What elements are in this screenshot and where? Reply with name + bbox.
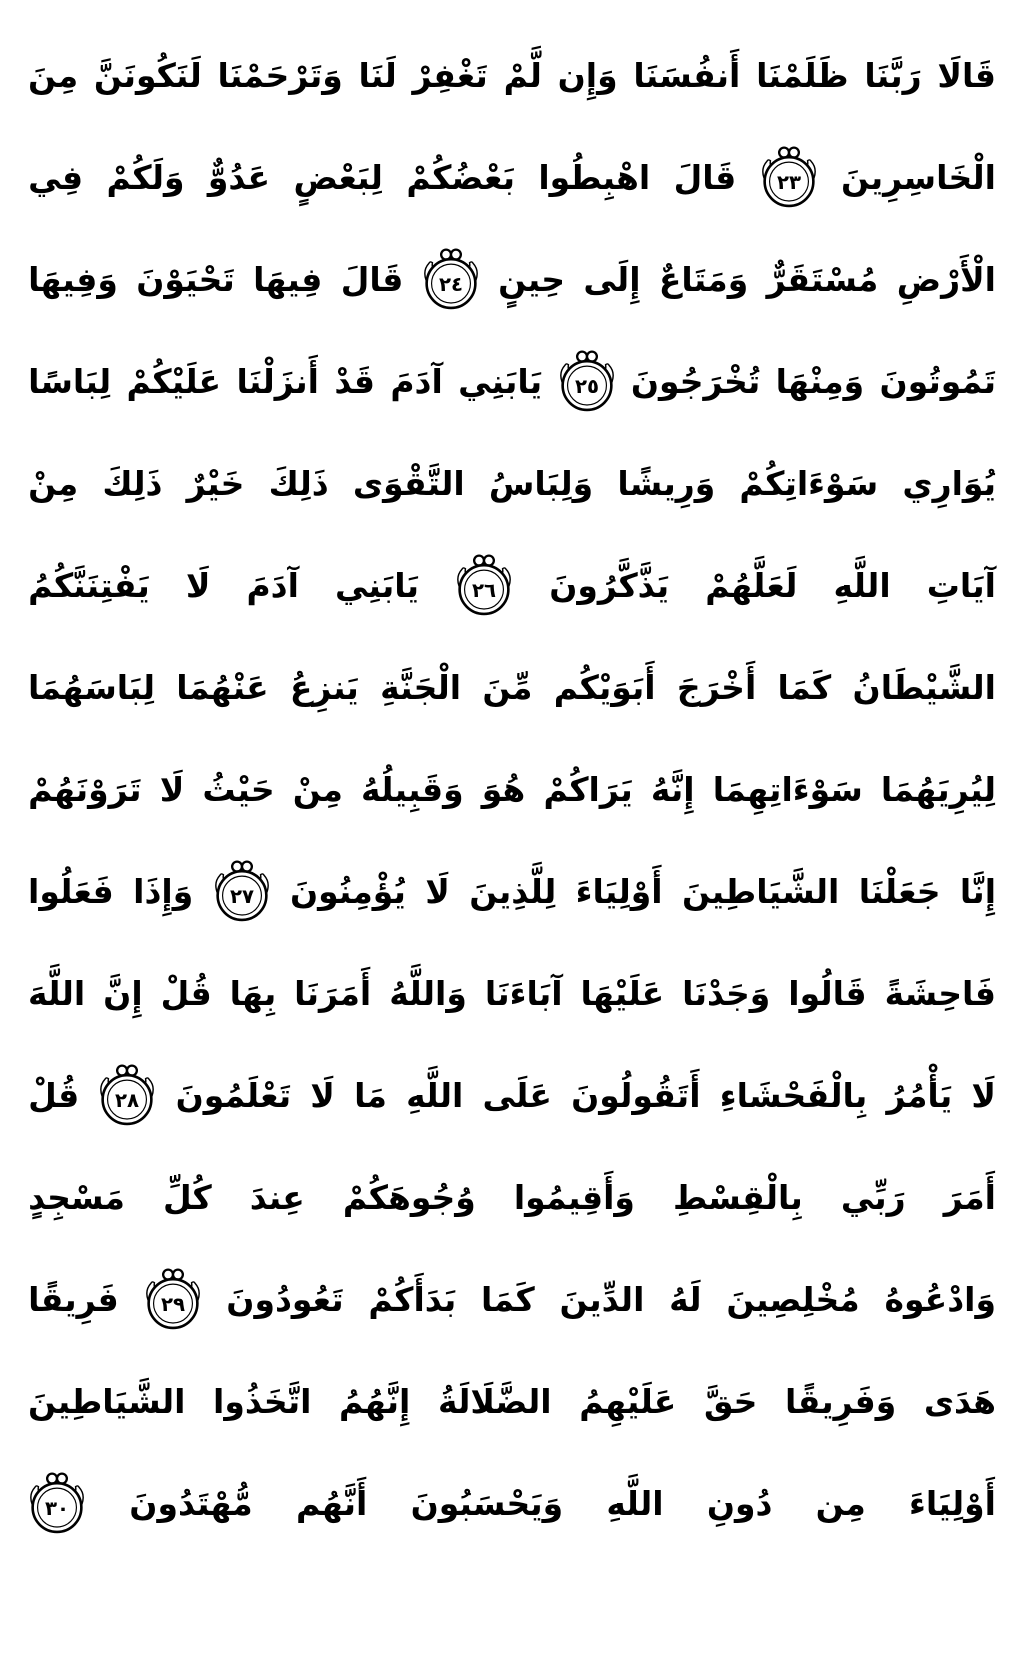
word: يَأْمُرُ [886,1075,953,1115]
word: وَإِن [557,55,618,95]
word: يُؤْمِنُونَ [290,871,406,911]
word: وَجَدْنَا [682,973,771,1013]
word: آدَمَ [390,361,443,401]
ayah-number: ٢٣ [776,170,801,194]
word: لَا [425,871,450,911]
word: إِلَى [583,259,641,299]
word: ذَلِكَ [102,463,163,503]
word: وَفِيهَا [28,259,118,299]
word: أَخْرَجَ [676,667,757,707]
word: لَعَلَّهُمْ [705,565,798,605]
word: لَّمْ [503,55,542,95]
quran-line-13 [28,1248,996,1350]
ayah-number: ٣٠ [45,1496,70,1520]
word: قَالَ [673,157,737,197]
word: تَحْيَوْنَ [136,259,235,299]
word: عَلَيْهِمُ [579,1381,677,1421]
word: قَالَ [340,259,404,299]
quran-line-7 [28,636,996,738]
word: يَرَاكُمْ [543,769,633,809]
quran-line-3 [28,228,996,330]
word: دُونِ [706,1483,773,1523]
ayah-end-medallion-٢٨ [98,1063,156,1128]
ayah-number: ٢٥ [574,374,599,398]
word: رَبَّنَا [864,55,922,95]
word: وَمَتَاعٌ [658,259,749,299]
word: فَاحِشَةً [884,973,996,1013]
word: مِّنَ [482,667,533,707]
word: لِبَاسًا [28,361,112,401]
ayah-number: ٢٩ [160,1292,185,1316]
word: إِنَّ [103,973,143,1013]
word: الْأَرْضِ [896,259,996,299]
word: أَتَقُولُونَ [571,1075,701,1115]
ayah-end-medallion-٢٩ [144,1267,202,1332]
word: حَقَّ [703,1381,758,1421]
ayah-end-medallion-٢٥ [558,349,616,414]
word: لَنَا [358,55,397,95]
word: كَمَا [777,667,832,707]
ayah-end-medallion-٣٠ [28,1471,86,1536]
word: فَرِيقًا [28,1279,119,1319]
ayah-end-medallion-٢٣ [760,145,818,210]
word: لَنَكُونَنَّ [93,55,202,95]
word: الضَّلَالَةُ [437,1381,552,1421]
word: آيَاتِ [926,565,996,605]
word: وَيَحْسَبُونَ [410,1483,564,1523]
word: وَرِيشًا [617,463,716,503]
word: أَنفُسَنَا [633,55,741,95]
quran-line-2 [28,126,996,228]
word: إِنَّهُ [650,769,695,809]
word: الدِّينَ [559,1279,645,1319]
ayah-end-medallion-٢٧ [213,859,271,924]
word: مُسْتَقَرٌّ [766,259,879,299]
ayah-number: ٢٤ [438,272,463,296]
word: يَنزِعُ [289,667,359,707]
word: عِندَ [249,1177,305,1217]
word: وَفَرِيقًا [785,1381,897,1421]
word: سَوْءَاتِهِمَا [712,769,863,809]
text-block [28,24,996,1554]
word: عَلَى [482,1075,552,1115]
word: تَغْفِرْ [412,55,488,95]
quran-line-10 [28,942,996,1044]
word: وُجُوهَكُمْ [342,1177,476,1217]
quran-line-15 [28,1452,996,1554]
word: وَأَقِيمُوا [513,1177,635,1217]
word: الْخَاسِرِينَ [841,157,996,197]
word: آبَاءَنَا [484,973,563,1013]
quran-line-8 [28,738,996,840]
word: وَلِبَاسُ [488,463,594,503]
word: أَنزَلْنَا [236,361,319,401]
word: رَبِّي [840,1177,906,1217]
word: اهْبِطُوا [538,157,651,197]
word: تَمُوتُونَ [879,361,996,401]
word: وَادْعُوهُ [884,1279,996,1319]
word: بَدَأَكُمْ [368,1279,457,1319]
quran-line-12 [28,1146,996,1248]
word: مُّهْتَدُونَ [129,1483,253,1523]
word: أَنَّهُم [295,1483,368,1523]
word: هَدَى [923,1381,996,1421]
word: عَدُوٌّ [207,157,271,197]
word: تَعُودُونَ [226,1279,344,1319]
word: فَعَلُوا [28,871,114,911]
word: لِلَّذِينَ [469,871,557,911]
word: بَعْضُكُمْ [406,157,515,197]
word: تَرَوْنَهُمْ [28,769,142,809]
word: وَلَكُمْ [106,157,185,197]
ayah-number: ٢٨ [115,1088,140,1112]
quran-line-14 [28,1350,996,1452]
ayah-end-medallion-٢٤ [422,247,480,312]
word: الْجَنَّةِ [380,667,462,707]
word: يُوَارِي [902,463,996,503]
word: سَوْءَاتِكُمْ [739,463,879,503]
word: هُوَ [481,769,526,809]
word: مُخْلِصِينَ [726,1279,860,1319]
word: يَابَنِي [458,361,543,401]
word: عَلَيْهَا [580,973,665,1013]
word: تَعْلَمُونَ [175,1075,292,1115]
word: لِيُرِيَهُمَا [880,769,996,809]
quran-line-5 [28,432,996,534]
word: الشَّيْطَانُ [852,667,996,707]
ayah-number: ٢٦ [472,578,497,602]
word: وَمِنْهَا [775,361,865,401]
word: حَيْثُ [202,769,275,809]
quran-line-6 [28,534,996,636]
word: الشَّيَاطِينَ [681,871,840,911]
word: إِنَّهُمُ [338,1381,411,1421]
word: التَّقْوَى [352,463,465,503]
word: أَبَوَيْكُم [553,667,656,707]
word: اللَّهِ [606,1483,664,1523]
ayah-end-medallion-٢٦ [455,553,513,618]
ayah-number: ٢٧ [229,884,254,908]
word: جَعَلْنَا [858,871,941,911]
word: لَا [971,1075,996,1115]
word: أَوْلِيَاءَ [575,871,663,911]
word: إِنَّا [959,871,996,911]
word: بِهَا [229,973,277,1013]
word: يَذَّكَّرُونَ [549,565,670,605]
word: اتَّخَذُوا [213,1381,312,1421]
word: فِيهَا [253,259,323,299]
word: عَلَيْكُمْ [126,361,222,401]
word: لِبَاسَهُمَا [28,667,156,707]
word: مِنَ [28,55,79,95]
quran-line-4 [28,330,996,432]
word: مِن [815,1483,866,1523]
word: مِنْ [28,463,79,503]
word: يَابَنِي [335,565,420,605]
word: لَا [185,565,211,605]
word: وَاللَّهُ [389,973,467,1013]
word: اللَّهَ [28,973,86,1013]
word: قَدْ [334,361,375,401]
word: وَتَرْحَمْنَا [217,55,343,95]
word: ظَلَمْنَا [756,55,849,95]
quran-line-9 [28,840,996,942]
word: لِبَعْضٍ [293,157,383,197]
word: عَنْهُمَا [176,667,269,707]
quran-line-1 [28,24,996,126]
word: لَا [310,1075,335,1115]
word: لَهُ [669,1279,702,1319]
word: أَمَرَنَا [294,973,372,1013]
word: تُخْرَجُونَ [630,361,761,401]
quran-line-11 [28,1044,996,1146]
word: أَوْلِيَاءَ [909,1483,996,1523]
word: قُلْ [160,973,212,1013]
word: حِينٍ [498,259,566,299]
word: اللَّهِ [406,1075,464,1115]
word: اللَّهِ [833,565,891,605]
word: مَسْجِدٍ [28,1177,125,1217]
word: ذَلِكَ [268,463,329,503]
word: كَمَا [481,1279,535,1319]
word: لَا [159,769,185,809]
word: فِي [28,157,84,197]
word: آدَمَ [246,565,299,605]
word: قُلْ [28,1075,80,1115]
word: وَقَبِيلُهُ [361,769,464,809]
word: كُلِّ [163,1177,212,1217]
word: مِنْ [292,769,343,809]
word: بِالْفَحْشَاءِ [719,1075,868,1115]
word: وَإِذَا [133,871,194,911]
word: يَفْتِنَنَّكُمُ [28,565,150,605]
word: بِالْقِسْطِ [672,1177,803,1217]
word: قَالَا [937,55,996,95]
word: خَيْرٌ [186,463,245,503]
word: مَا [354,1075,387,1115]
word: قَالُوا [788,973,867,1013]
word: الشَّيَاطِينَ [28,1381,186,1421]
word: أَمَرَ [943,1177,996,1217]
